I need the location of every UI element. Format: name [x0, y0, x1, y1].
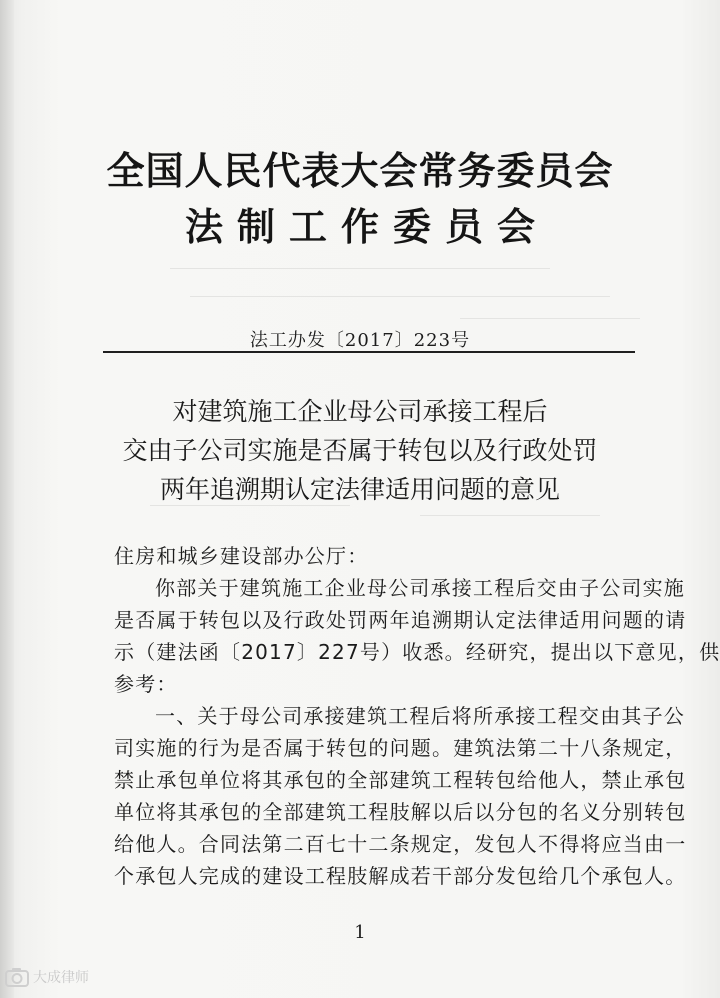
- issuing-organization-line-2: 法制工作委员会: [184, 204, 549, 249]
- body-line: 你部关于建筑施工企业母公司承接工程后交由子公司实施: [155, 576, 685, 600]
- body-line: 禁止承包单位将其承包的全部建筑工程转包给他人，禁止承包: [114, 768, 687, 792]
- body-line: 单位将其承包的全部建筑工程肢解以后以分包的名义分别转包: [114, 800, 687, 824]
- document-number: 法工办发〔2017〕223号: [249, 330, 471, 351]
- document-title-line-1: 对建筑施工企业母公司承接工程后: [172, 397, 548, 426]
- recipient: 住房和城乡建设部办公厅：: [114, 544, 369, 568]
- body-line: 给他人。合同法第二百七十二条规定，发包人不得将应当由一: [114, 832, 687, 856]
- issuing-organization-line-1: 全国人民代表大会常务委员会: [106, 148, 614, 193]
- bleed-through-line: [460, 318, 640, 319]
- bleed-through-line: [420, 515, 600, 516]
- body-line: 一、关于母公司承接建筑工程后将所承接工程交由其子公: [155, 704, 685, 728]
- header-divider-rule: [103, 351, 635, 353]
- body-line: 示（建法函〔2017〕227号）收悉。经研究，提出以下意见，供: [114, 640, 720, 664]
- document-title-line-3: 两年追溯期认定法律适用问题的意见: [159, 475, 560, 504]
- camera-logo-icon: [4, 966, 30, 988]
- document-title-line-2: 交由子公司实施是否属于转包以及行政处罚: [122, 436, 598, 465]
- body-line: 司实施的行为是否属于转包的问题。建筑法第二十八条规定，: [114, 736, 687, 760]
- bleed-through-line: [190, 296, 610, 297]
- body-line: 是否属于转包以及行政处罚两年追溯期认定法律适用问题的请: [114, 608, 687, 632]
- bleed-through-line: [170, 268, 550, 269]
- watermark-text: 大成律师: [33, 970, 89, 986]
- body-line: 个承包人完成的建设工程肢解成若干部分发包给几个承包人。: [114, 864, 687, 888]
- watermark: [4, 966, 89, 988]
- body-line: 参考：: [114, 672, 178, 696]
- page-number: 1: [354, 922, 366, 943]
